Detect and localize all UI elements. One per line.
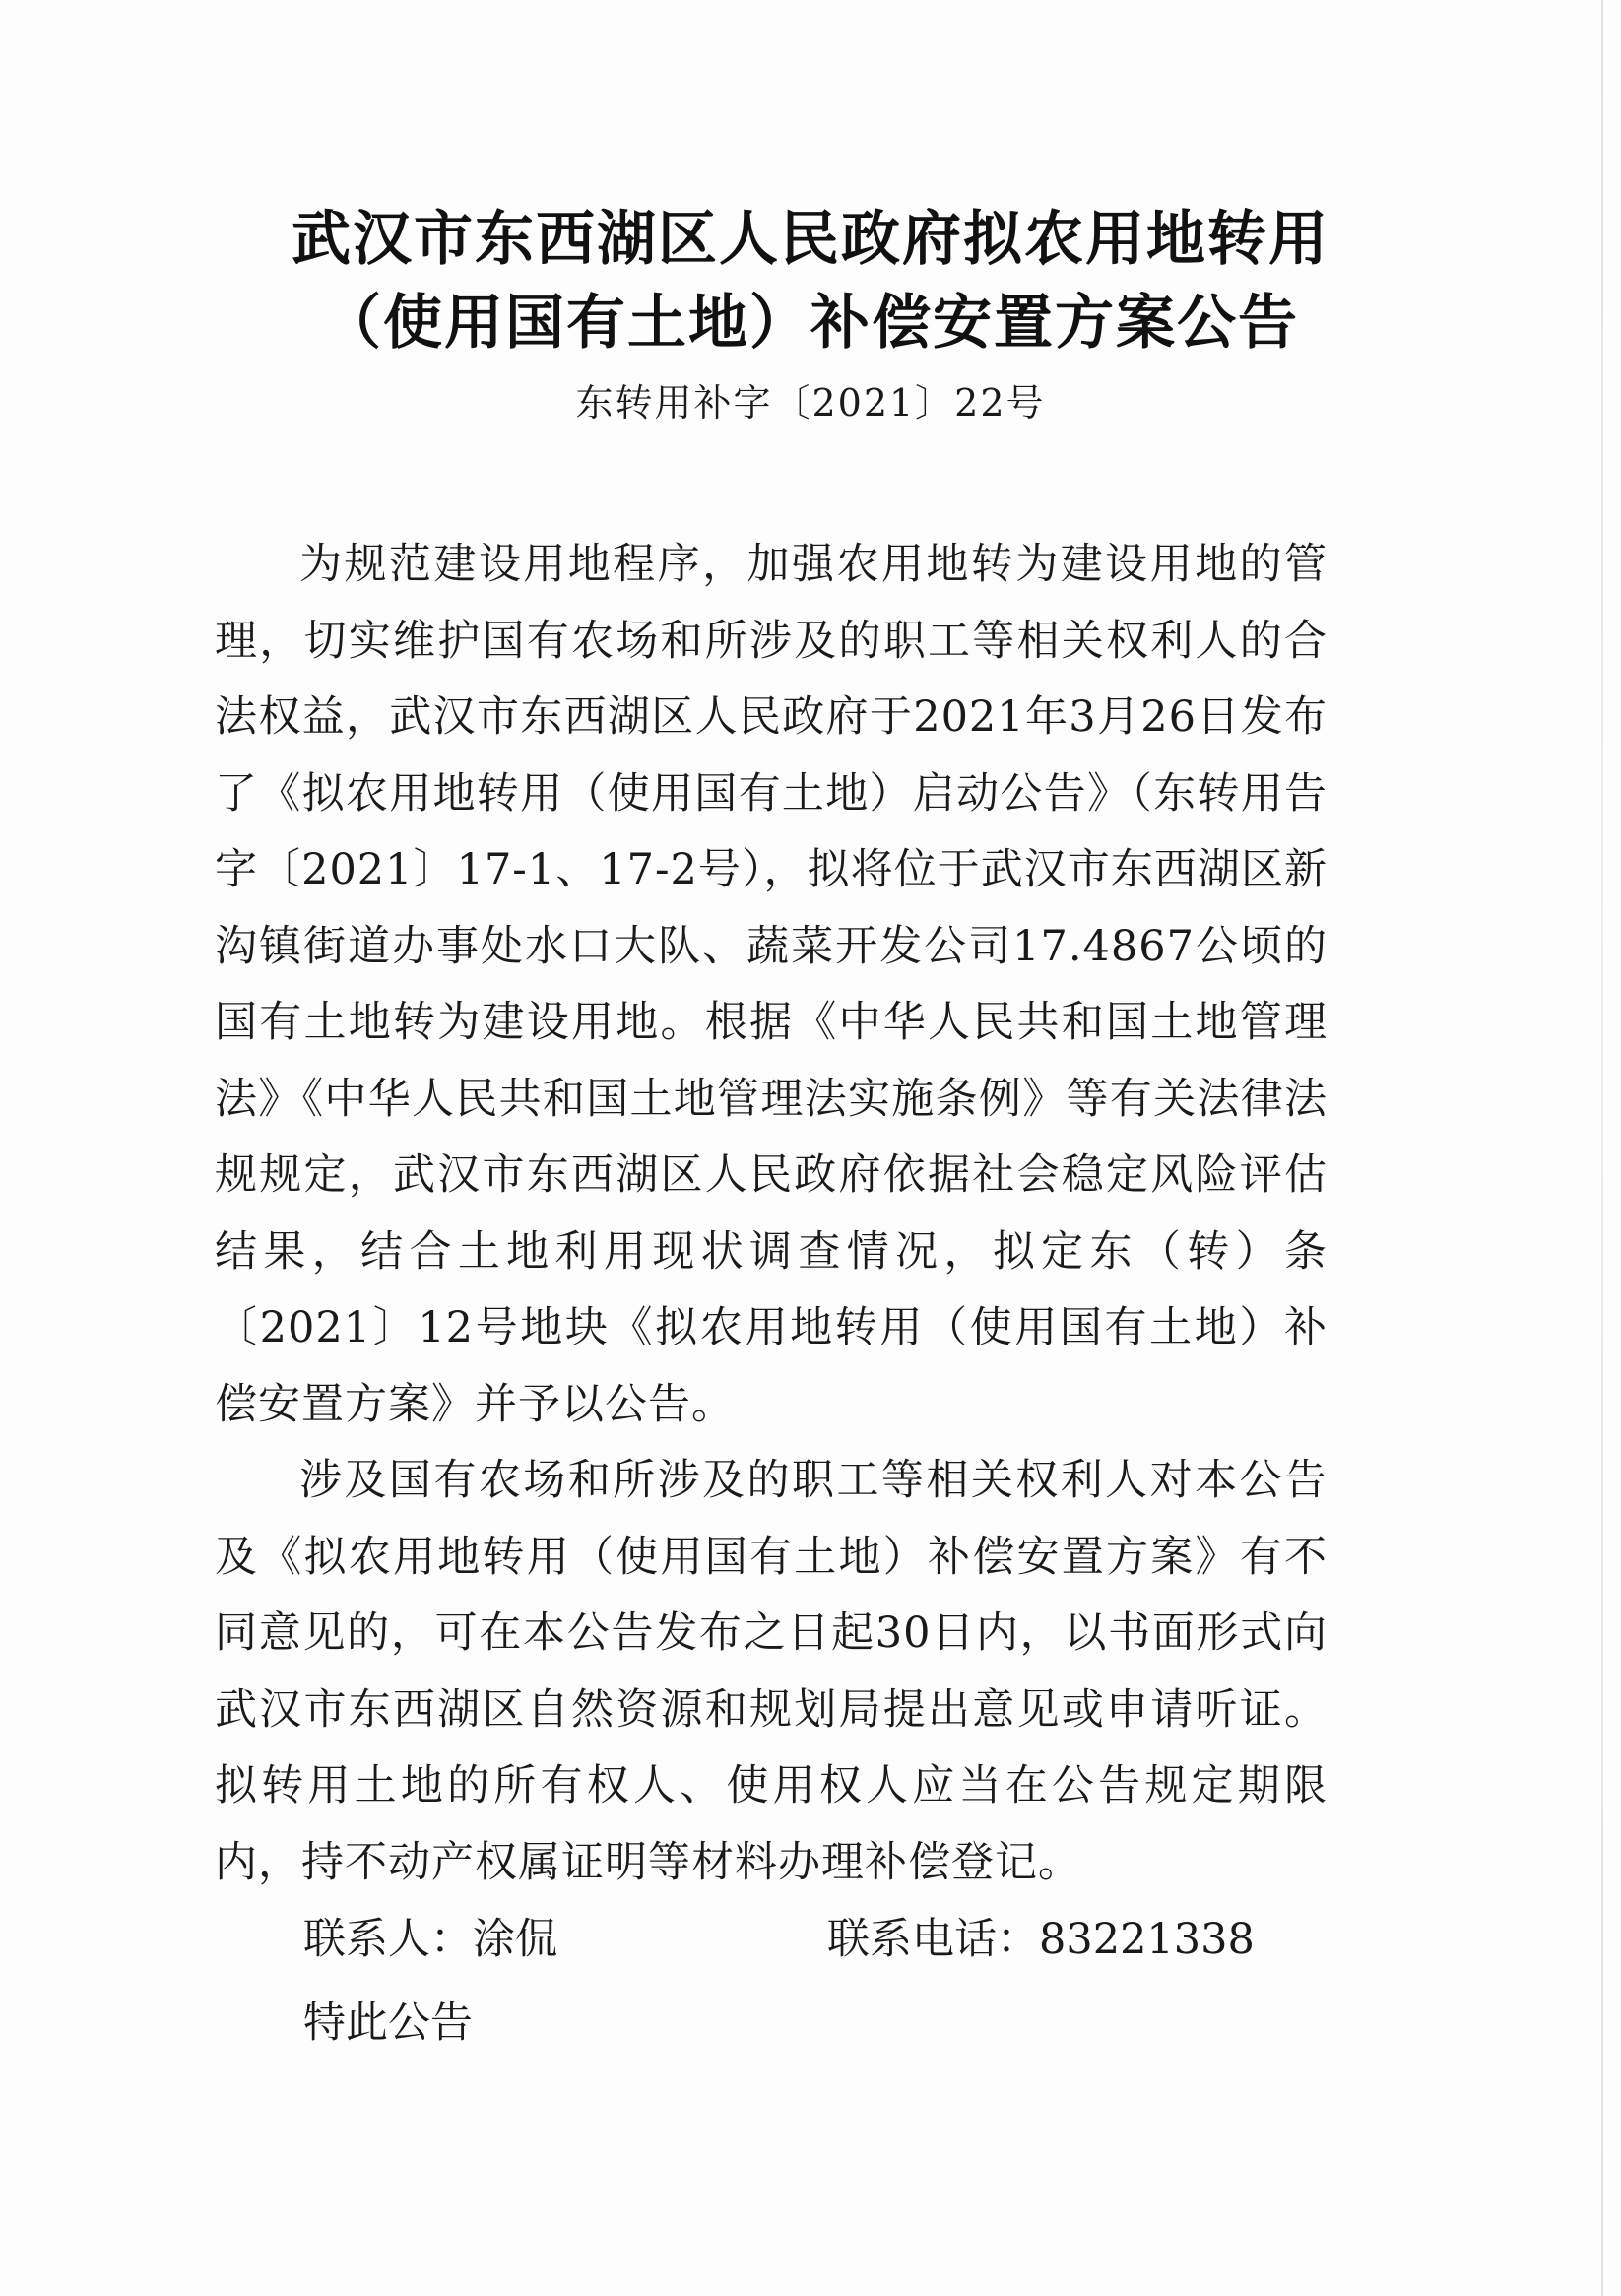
- document-body: [215, 527, 1328, 1901]
- document-title-line-1: 武汉市东西湖区人民政府拟农用地转用: [292, 205, 1329, 274]
- body-paragraph: 为规范建设用地程序，加强农用地转为建设用地的管理，切实维护国有农场和所涉及的职工等相关权利人的合法权益，武汉市东西湖区人民政府于2021年3月26日发布了《拟农用地转用（使用国有土地）启动公告》（东转用告字〔2021〕17-1、17-2号），拟将位于武汉市东西湖区新沟镇街道办事处水口大队、蔬菜开发公司17.4867公顷的国有土地转为建设用地。根据《中华人民共和国土地管理法》《中华人民共和国土地管理法实施条例》等有关法律法规规定，武汉市东西湖区人民政府依据社会稳定风险评估结果，结合土地利用现状调查情况，拟定东（转）条〔2021〕12号地块《拟农用地转用（使用国有土地）补偿安置方案》并予以公告。: [215, 540, 1328, 1429]
- contact-person: 联系人：涂侃: [303, 1915, 557, 1964]
- scan-edge-line: [1601, 0, 1603, 2296]
- document-title-line-2: （使用国有土地）补偿安置方案公告: [322, 289, 1299, 358]
- contact-row: [303, 1906, 1288, 1965]
- body-paragraph: 涉及国有农场和所涉及的职工等相关权利人对本公告及《拟农用地转用（使用国有土地）补偿安置方案》有不同意见的，可在本公告发布之日起30日内，以书面形式向武汉市东西湖区自然资源和规划局提出意见或申请听证。拟转用土地的所有权人、使用权人应当在公告规定期限内，持不动产权属证明等材料办理补偿登记。: [215, 1456, 1328, 1887]
- closing-statement: 特此公告: [303, 1999, 473, 2048]
- document-number: 东转用补字〔2021〕22号: [575, 381, 1046, 425]
- contact-phone: 联系电话：83221338: [827, 1915, 1255, 1964]
